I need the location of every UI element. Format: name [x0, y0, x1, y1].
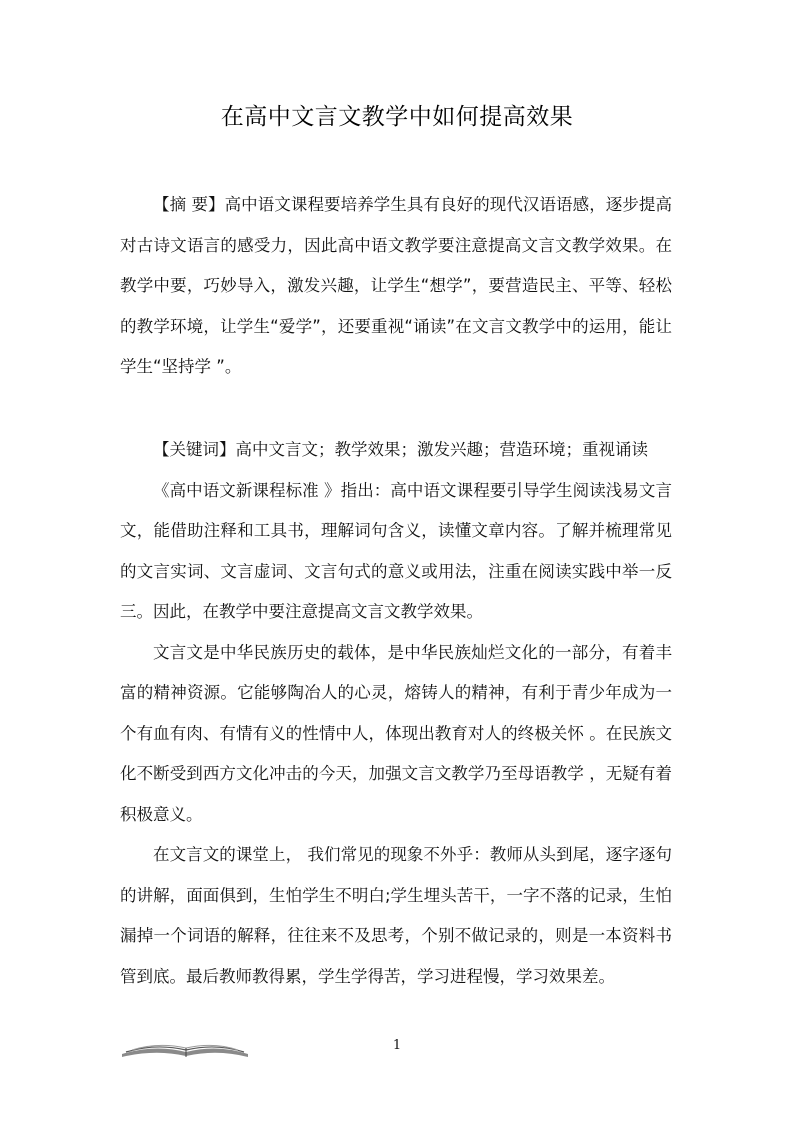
keywords-paragraph: [120, 430, 672, 471]
abstract-text: 高中语文课程要培养学生具有良好的现代汉语语感，逐步提高对古诗文语言的感受力，因此高中语文教学要注意提高文言文教学效果。在教学中要，巧妙导入，激发兴趣，让学生“想学”，要营造民主、平等、轻松的教学环境，让学生“爱学”，还要重视“诵读”在文言文教学中的运用，能让学生“坚持学 ”。: [120, 195, 672, 376]
abstract-section: [120, 185, 672, 388]
body-paragraph: 文言文是中华民族历史的载体，是中华民族灿烂文化的一部分，有着丰富的精神资源。它能够陶冶人的心灵，熔铸人的精神，有利于青少年成为一个有血有肉、有情有义的性情中人，体现出教育对人的终极关怀 。在民族文化不断受到西方文化冲击的今天，加强文言文教学乃至母语教学 ，无疑有着积极意义。: [120, 642, 672, 824]
body-paragraph: 在文言文的课堂上， 我们常见的现象不外乎：教师从头到尾，逐字逐句的讲解，面面俱到，生怕学生不明白;学生埋头苦干，一字不落的记录，生怕漏掉一个词语的解释，往往来不及思考，个别不做记录的，则是一本资料书管到底。最后教师教得累，学生学得苦，学习进程慢，学习效果差。: [120, 845, 672, 986]
keywords-text: 高中文言文；教学效果；激发兴趣；营造环境；重视诵读: [235, 440, 648, 459]
main-body: [120, 430, 672, 997]
open-book-icon: [120, 1040, 250, 1060]
keywords-label: 【关键词】: [153, 440, 236, 459]
abstract-label: 【摘 要】: [153, 195, 225, 214]
body-paragraph: 《高中语文新课程标准 》指出：高中语文课程要引导学生阅读浅易文言文，能借助注释和工具书，理解词句含义，读懂文章内容。了解并梳理常见的文言实词、文言虚词、文言句式的意义或用法，注重在阅读实践中举一反三。因此，在教学中要注意提高文言文教学效果。: [120, 480, 672, 621]
abstract-paragraph: [120, 185, 672, 388]
document-title: 在高中文言文教学中如何提高效果: [220, 104, 574, 130]
page-number: 1: [392, 1038, 402, 1053]
page-footer: [0, 1030, 794, 1070]
